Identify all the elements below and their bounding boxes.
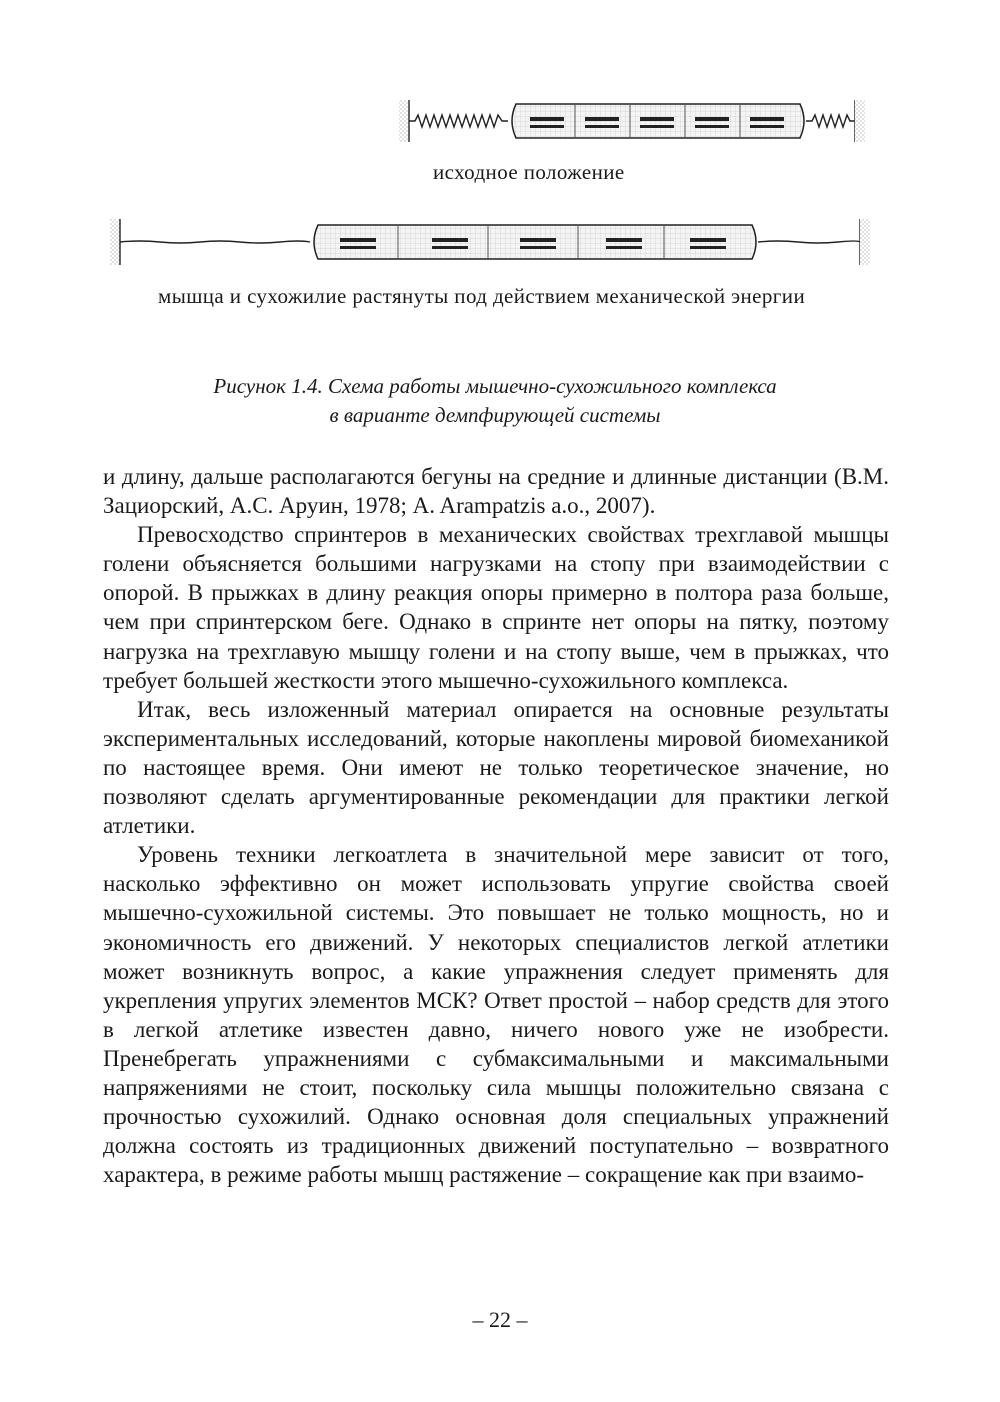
right-wall-stretched [860,219,870,265]
label-stretched-position: мышца и сухожилие растянуты под действием механической энергии [158,284,806,308]
figure-caption-line-2: в варианте демпфирующей системы [329,403,661,427]
right-spring-initial [806,115,855,127]
figure-caption-line-1: Рисунок 1.4. Схема работы мышечно-сухожильного комплекса [213,374,777,398]
page-number: – 22 – [472,1307,528,1332]
muscle-body-stretched [314,225,756,259]
muscle-body-initial [512,104,804,138]
right-wall-initial [855,100,865,142]
paragraph-1: и длину, дальше располагаются бегуны на средние и длинные дистанции (В.М. Зациорский, А.С. Аруин, 1978; A. Arampatzis a.o., 2007). [103,464,889,519]
muscle-tendon-diagram-initial [0,96,1000,154]
label-initial-position: исходное положение [433,160,625,184]
left-wall-stretched [110,219,120,265]
paragraph-4: Уровень техники легкоатлета в значительной мере зависит от того, насколько эффективно он может использовать упругие свойства своей мышечно-сухожильной системы. Это повышает не только мощность, но и экономичность его движений. У некоторых специалистов легкой атлетики может возникнуть вопрос, а какие упражнения следует применять для укрепления упругих элементов МСК? Ответ простой – набор средств для этого в легкой атлетике известен давно, ничего нового уже не изобрести. Пренебрегать упражнениями с субмаксимальными и максимальными напряжениями не стоит, поскольку сила мышцы положительно связана с прочностью сухожилий. Однако основная доля специальных упражнений должна состоять из традиционных движений поступательно – возвратного характера, в режиме работы мышц растяжение – сокращение как при взаимо- [103,842,889,1188]
figure-1-4 [0,0,1000,440]
paragraph-2: Превосходство спринтеров в механических свойствах трехглавой мышцы голени объясняется большими нагрузками на стопу при взаимодействии с опорой. В прыжках в длину реакция опоры примерно в полтора раза больше, чем при спринтерском беге. Однако в спринте нет опоры на пятку, поэтому нагрузка на трехглавую мышцу голени и на стопу выше, чем в прыжках, что требует большей жесткости этого мышечно-сухожильного комплекса. [103,522,889,693]
left-tendon-stretched [120,241,310,243]
paragraph-3: Итак, весь изложенный материал опирается на основные результаты экспериментальных исследований, которые накоплены мировой биомеханикой по настоящее время. Они имеют не только теоретическое значение, но позволяют сделать аргументированные рекомендации для практики легкой атлетики. [103,696,889,839]
body-text [103,462,889,1189]
right-tendon-stretched [758,241,860,243]
left-spring-initial [409,115,508,127]
muscle-tendon-diagram-stretched [0,213,1000,275]
figure-caption [100,372,890,430]
left-wall-initial [399,100,409,142]
